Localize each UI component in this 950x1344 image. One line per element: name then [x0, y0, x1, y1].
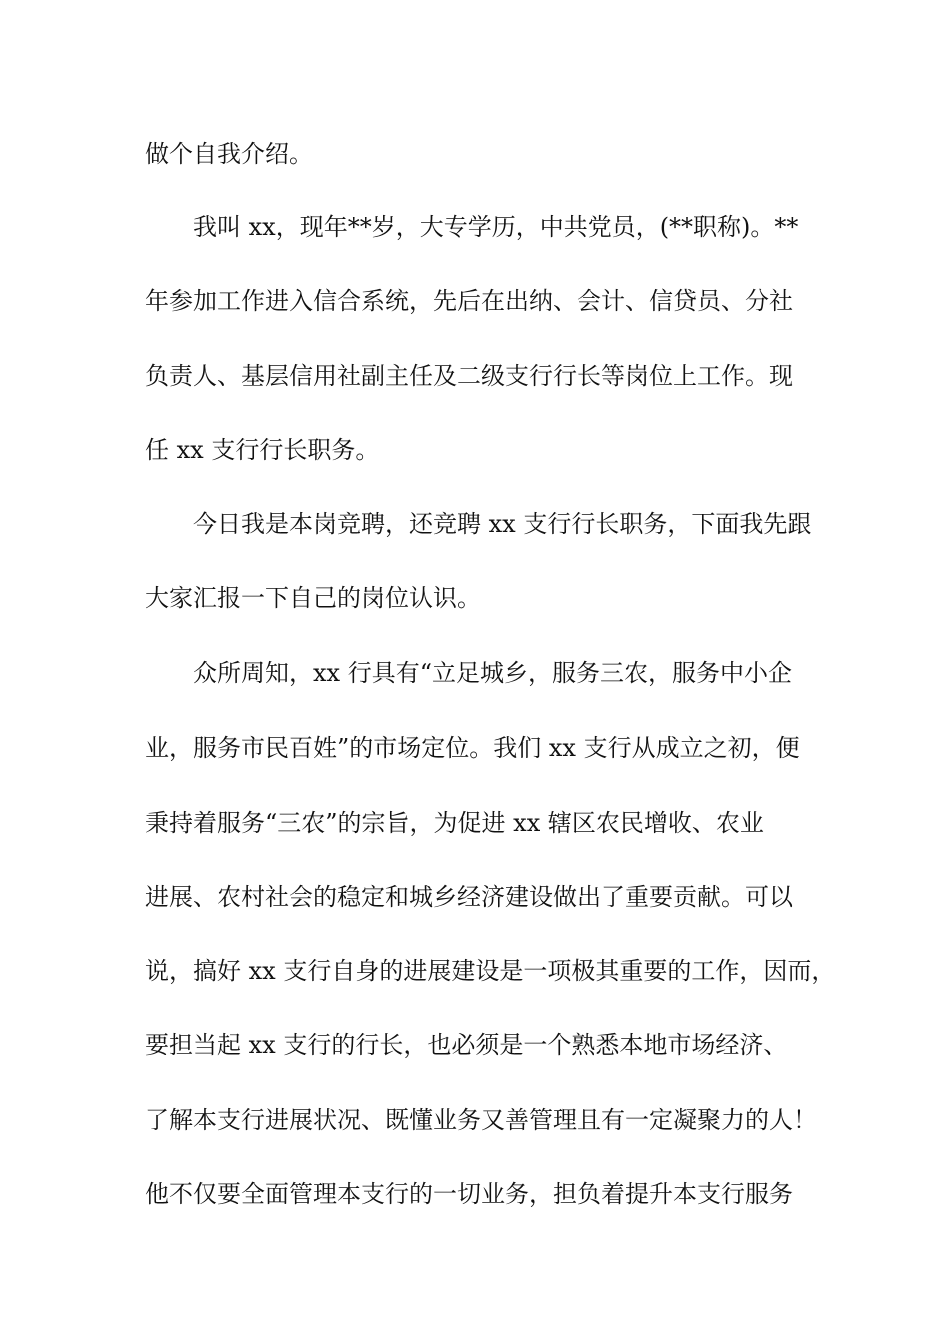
text-line-7: 大家汇报一下自己的岗位认识。 [145, 584, 481, 612]
text-line-5: 任 xx 支行行长职务。 [145, 436, 380, 464]
text-line-15: 他不仅要全面管理本支行的一切业务，担负着提升本支行服务 [145, 1180, 793, 1208]
text-line-9: 业，服务市民百姓”的市场定位。我们 xx 支行从成立之初，便 [145, 734, 800, 762]
text-line-14: 了解本支行进展状况、既懂业务又善管理且有一定凝聚力的人！ [145, 1106, 817, 1134]
text-line-2: 我叫 xx，现年**岁，大专学历，中共党员，(**职称)。** [193, 213, 799, 241]
text-line-13: 要担当起 xx 支行的行长，也必须是一个熟悉本地市场经济、 [145, 1031, 788, 1059]
text-line-10: 秉持着服务“三农”的宗旨，为促进 xx 辖区农民增收、农业 [145, 809, 764, 837]
text-line-11: 进展、农村社会的稳定和城乡经济建设做出了重要贡献。可以 [145, 883, 793, 911]
text-line-12: 说，搞好 xx 支行自身的进展建设是一项极其重要的工作，因而， [145, 957, 836, 985]
text-line-4: 负责人、基层信用社副主任及二级支行行长等岗位上工作。现 [145, 362, 793, 390]
text-line-3: 年参加工作进入信合系统，先后在出纳、会计、信贷员、分社 [145, 287, 793, 315]
text-line-8: 众所周知，xx 行具有“立足城乡，服务三农，服务中小企 [193, 659, 792, 687]
text-line-1: 做个自我介绍。 [145, 140, 313, 168]
text-line-6: 今日我是本岗竞聘，还竞聘 xx 支行行长职务，下面我先跟 [193, 510, 812, 538]
